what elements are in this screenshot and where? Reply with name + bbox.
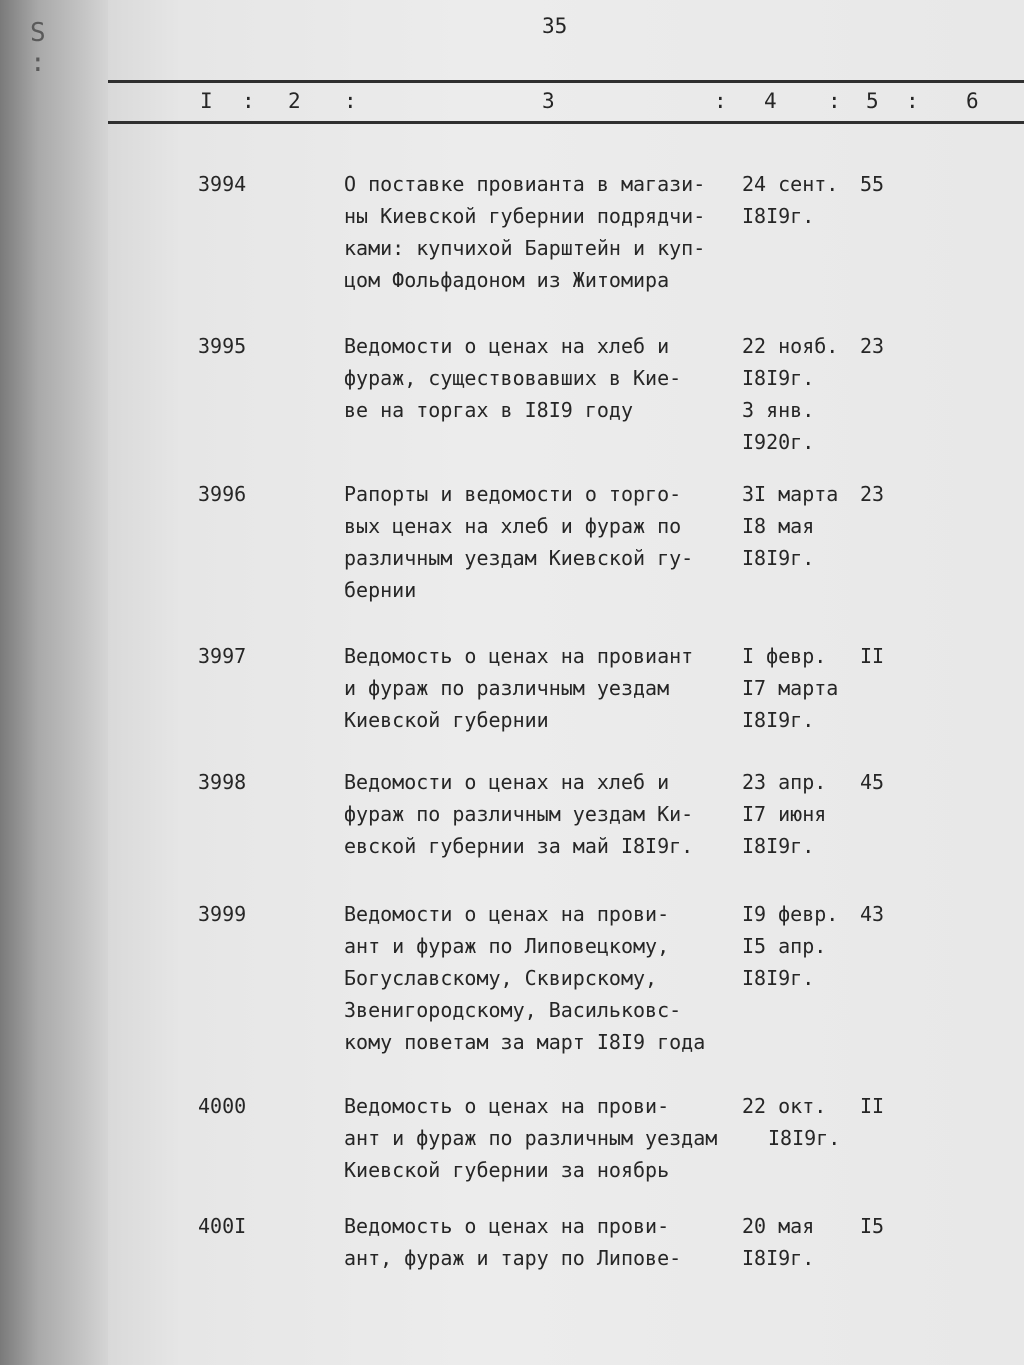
entry-page-count: II <box>860 1094 885 1118</box>
entry-description-line: фураж по различным уездам Ки- <box>344 802 694 826</box>
entry-date-line: I8I9г. <box>742 1246 815 1270</box>
entry-date-line: I8I9г. <box>742 708 815 732</box>
column-header-1: I <box>200 89 213 113</box>
entry-description-line: евской губернии за май I8I9г. <box>344 834 694 858</box>
entry-date-line: 22 нояб. <box>742 334 839 358</box>
entry-page-count: 43 <box>860 902 885 926</box>
entry-date-line: I5 апр. <box>742 934 827 958</box>
entry-description-line: цом Фольфадоном из Житомира <box>344 268 670 292</box>
entry-description-line: Богуславскому, Сквирскому, <box>344 966 658 990</box>
column-separator: : <box>906 89 919 113</box>
entry-number: 3998 <box>198 770 247 794</box>
entry-date-line: 22 окт. <box>742 1094 827 1118</box>
entry-page-count: II <box>860 644 885 668</box>
entry-date-line: 3 янв. <box>742 398 815 422</box>
entry-date-line: I7 июня <box>742 802 827 826</box>
entry-description-line: Рапорты и ведомости о торго- <box>344 482 682 506</box>
entry-date-line: I7 марта <box>742 676 839 700</box>
column-header-2: 2 <box>288 89 301 113</box>
entry-description-line: фураж, существовавших в Кие- <box>344 366 682 390</box>
entry-description-line: Ведомости о ценах на прови- <box>344 902 670 926</box>
entry-description-line: различным уездам Киевской гу- <box>344 546 694 570</box>
entry-number: 3997 <box>198 644 247 668</box>
entry-date-line: I8 мая <box>742 514 815 538</box>
column-separator: : <box>344 89 357 113</box>
entry-date-line: I920г. <box>742 430 815 454</box>
document-page <box>108 0 1024 1365</box>
entry-number: 3994 <box>198 172 247 196</box>
column-header-5: 5 <box>866 89 879 113</box>
entry-date-line: I8I9г. <box>742 966 815 990</box>
entry-number: 400I <box>198 1214 247 1238</box>
column-separator: : <box>714 89 727 113</box>
entry-page-count: 55 <box>860 172 885 196</box>
entry-date-line: I9 февр. <box>742 902 839 926</box>
entry-date-line: I февр. <box>742 644 827 668</box>
entry-description-line: ками: купчихой Барштейн и куп- <box>344 236 706 260</box>
entry-description-line: и фураж по различным уездам <box>344 676 670 700</box>
entry-number: 3999 <box>198 902 247 926</box>
entry-date-line: 23 апр. <box>742 770 827 794</box>
entry-description-line: О поставке провианта в магази- <box>344 172 706 196</box>
entry-date-line: 24 сент. <box>742 172 839 196</box>
entry-date-line: I8I9г. <box>768 1126 841 1150</box>
column-separator: : <box>242 89 255 113</box>
entry-date-line: I8I9г. <box>742 204 815 228</box>
entry-description-line: вых ценах на хлеб и фураж по <box>344 514 682 538</box>
header-rule-bottom <box>108 121 1024 124</box>
header-rule-top <box>108 80 1024 83</box>
entry-description-line: бернии <box>344 578 417 602</box>
entry-date-line: I8I9г. <box>742 546 815 570</box>
entry-number: 3995 <box>198 334 247 358</box>
entry-date-line: I8I9г. <box>742 366 815 390</box>
entry-page-count: 45 <box>860 770 885 794</box>
column-header-4: 4 <box>764 89 777 113</box>
column-separator: : <box>828 89 841 113</box>
entry-description-line: ве на торгах в I8I9 году <box>344 398 633 422</box>
entry-description-line: Киевской губернии <box>344 708 549 732</box>
entry-date-line: I8I9г. <box>742 834 815 858</box>
entry-description-line: кому поветам за март I8I9 года <box>344 1030 706 1054</box>
entry-description-line: ны Киевской губернии подрядчи- <box>344 204 706 228</box>
book-spine <box>0 0 110 1365</box>
spine-mark: S : <box>30 18 60 78</box>
page-number: 35 <box>542 14 568 38</box>
column-header-6: 6 <box>966 89 979 113</box>
entry-description-line: Ведомость о ценах на провиант <box>344 644 694 668</box>
entry-description-line: ант и фураж по различным уездам <box>344 1126 718 1150</box>
entry-date-line: 3I марта <box>742 482 839 506</box>
entry-date-line: 20 мая <box>742 1214 815 1238</box>
entry-description-line: ант, фураж и тару по Липове- <box>344 1246 682 1270</box>
entry-description-line: Ведомость о ценах на прови- <box>344 1214 670 1238</box>
entry-page-count: 23 <box>860 334 885 358</box>
entry-description-line: ант и фураж по Липовецкому, <box>344 934 670 958</box>
entry-description-line: Ведомости о ценах на хлеб и <box>344 334 670 358</box>
entry-description-line: Киевской губернии за ноябрь <box>344 1158 670 1182</box>
entry-description-line: Ведомость о ценах на прови- <box>344 1094 670 1118</box>
column-header-3: 3 <box>542 89 555 113</box>
entry-number: 4000 <box>198 1094 247 1118</box>
entry-page-count: 23 <box>860 482 885 506</box>
entry-page-count: I5 <box>860 1214 885 1238</box>
entry-number: 3996 <box>198 482 247 506</box>
entry-description-line: Ведомости о ценах на хлеб и <box>344 770 670 794</box>
entry-description-line: Звенигородскому, Васильковс- <box>344 998 682 1022</box>
